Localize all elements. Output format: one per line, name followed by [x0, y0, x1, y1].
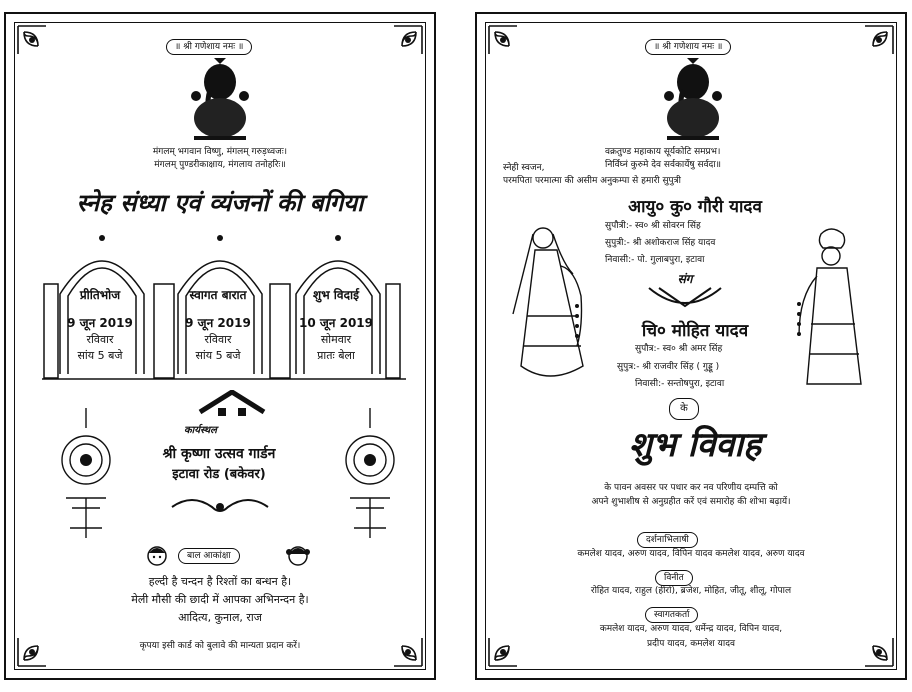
groom-name: चि० मोहित यादव [641, 321, 749, 341]
groom-illustration-icon [781, 224, 877, 400]
kids-verse-line: मेली मौसी की छादी में आपका अभिनन्दन है। [131, 593, 309, 606]
event-title: स्वागत बारात [189, 288, 247, 302]
swagat-names: कमलेश यादव, अरुण यादव, धर्मेन्द्र यादव, विपिन यादव, [599, 624, 783, 634]
ke-badge: के [669, 398, 699, 420]
mantra-line: मंगलम् भगवान विष्णु, मंगलम् गरुड़ध्वजः। [152, 147, 288, 157]
mantra-line: मंगलम् पुण्डरीकाक्षाय, मंगलाय तनोहरिः॥ [154, 160, 286, 170]
bride-detail: सुपुत्री:- श्री अशोकराज सिंह यादव [605, 238, 716, 248]
boy-face-icon [146, 544, 168, 566]
mantra-line: निर्विघ्नं कुरुमे देव सर्वकार्येषु सर्वदा॥ [605, 160, 722, 170]
venue-name: श्री कृष्णा उत्सव गार्डन [162, 446, 276, 462]
groom-detail: सुपुत्र:- श्री राजवीर सिंह ( गुड्डू ) [617, 362, 720, 372]
reception-card [4, 12, 436, 680]
event-date: 9 जून 2019 [185, 316, 251, 330]
ganesha-icon [657, 56, 729, 148]
kids-names: आदित्य, कुनाल, राज [178, 611, 262, 624]
mantra-line: वक्रतुण्ड महाकाय सूर्यकोटि समप्रभ। [605, 147, 721, 157]
bride-detail: सुपौत्री:- स्व० श्री सोवरन सिंह [605, 221, 701, 231]
event-date: 9 जून 2019 [67, 316, 133, 330]
headline: स्नेह संध्या एवं व्यंजनों की बगिया [76, 188, 364, 217]
ganesha-icon [184, 56, 256, 148]
girl-face-icon [286, 544, 310, 566]
event-title: प्रीतिभोज [79, 288, 121, 302]
invocation-label: ॥ श्री गणेशाय नमः ॥ [645, 39, 731, 55]
groom-detail: सुपौत्र:- स्व० श्री अमर सिंह [635, 344, 723, 354]
venue-address: इटावा रोड (बकेवर) [172, 467, 266, 482]
invite-line: के पावन अवसर पर पधार कर नव परिणीय दम्पत्ति को [604, 483, 778, 493]
sang-label: संग [677, 272, 693, 286]
corner-flourish-icon [487, 24, 531, 68]
invite-line: अपने शुभाशीष से अनुग्रहीत करें एवं समारोह की शोभा बढ़ायें। [591, 497, 791, 507]
corner-flourish-icon [380, 24, 424, 68]
section-label: स्वागतकर्ता [645, 607, 698, 623]
shubh-vivah-title: शुभ विवाह [628, 425, 762, 465]
groom-detail: निवासी:- सन्तोषपुरा, इटावा [635, 379, 725, 389]
event-time: सांय 5 बजे [195, 349, 241, 362]
darshan-names: कमलेश यादव, अरुण यादव, विपिन यादव कमलेश यादव, अरुण यादव [577, 549, 805, 559]
event-title: शुभ विदाई [313, 288, 359, 302]
garland-ornament-icon [645, 284, 725, 310]
bride-name: आयु० कु० गौरी यादव [628, 197, 762, 217]
kids-label: बाल आकांक्षा [178, 548, 240, 564]
footer-note: कृपया इसी कार्ड को बुलावे की मान्यता प्रदान करें। [139, 641, 301, 651]
event-time: सांय 5 बजे [77, 349, 123, 362]
hanging-lamp-icon [342, 408, 398, 548]
bride-illustration-icon [503, 216, 595, 392]
event-date: 10 जून 2019 [298, 316, 374, 330]
intro-line: परमपिता परमात्मा की असीम अनुकम्पा से हमारी सुपुत्री [503, 176, 681, 186]
event-day: सोमवार [320, 333, 352, 346]
wedding-card [475, 12, 907, 680]
greeting: स्नेही स्वजन, [503, 163, 545, 173]
kids-verse-line: हल्दी है चन्दन है रिश्तों का बन्धन है। [148, 575, 292, 588]
bride-detail: निवासी:- पो. गुलाबपुरा, इटावा [605, 255, 705, 265]
venue-label: कार्यस्थल [184, 425, 217, 436]
vineet-names: रोहित यादव, राहुल (हीरो), ब्रजेश, मोहित, जीतू, शीलू, गोपाल [590, 586, 792, 596]
section-label: विनीत [655, 570, 693, 586]
swagat-names: प्रदीप यादव, कमलेश यादव [647, 639, 735, 649]
corner-flourish-icon [16, 24, 60, 68]
invocation-label: ॥ श्री गणेशाय नमः ॥ [166, 39, 252, 55]
corner-flourish-icon [851, 24, 895, 68]
event-day: रविवार [86, 333, 114, 346]
section-label: दर्शनाभिलाषी [637, 532, 698, 548]
ornament-divider-icon [170, 492, 270, 522]
event-time: प्रातः बेला [317, 349, 355, 362]
event-day: रविवार [204, 333, 232, 346]
house-icon [196, 390, 268, 424]
